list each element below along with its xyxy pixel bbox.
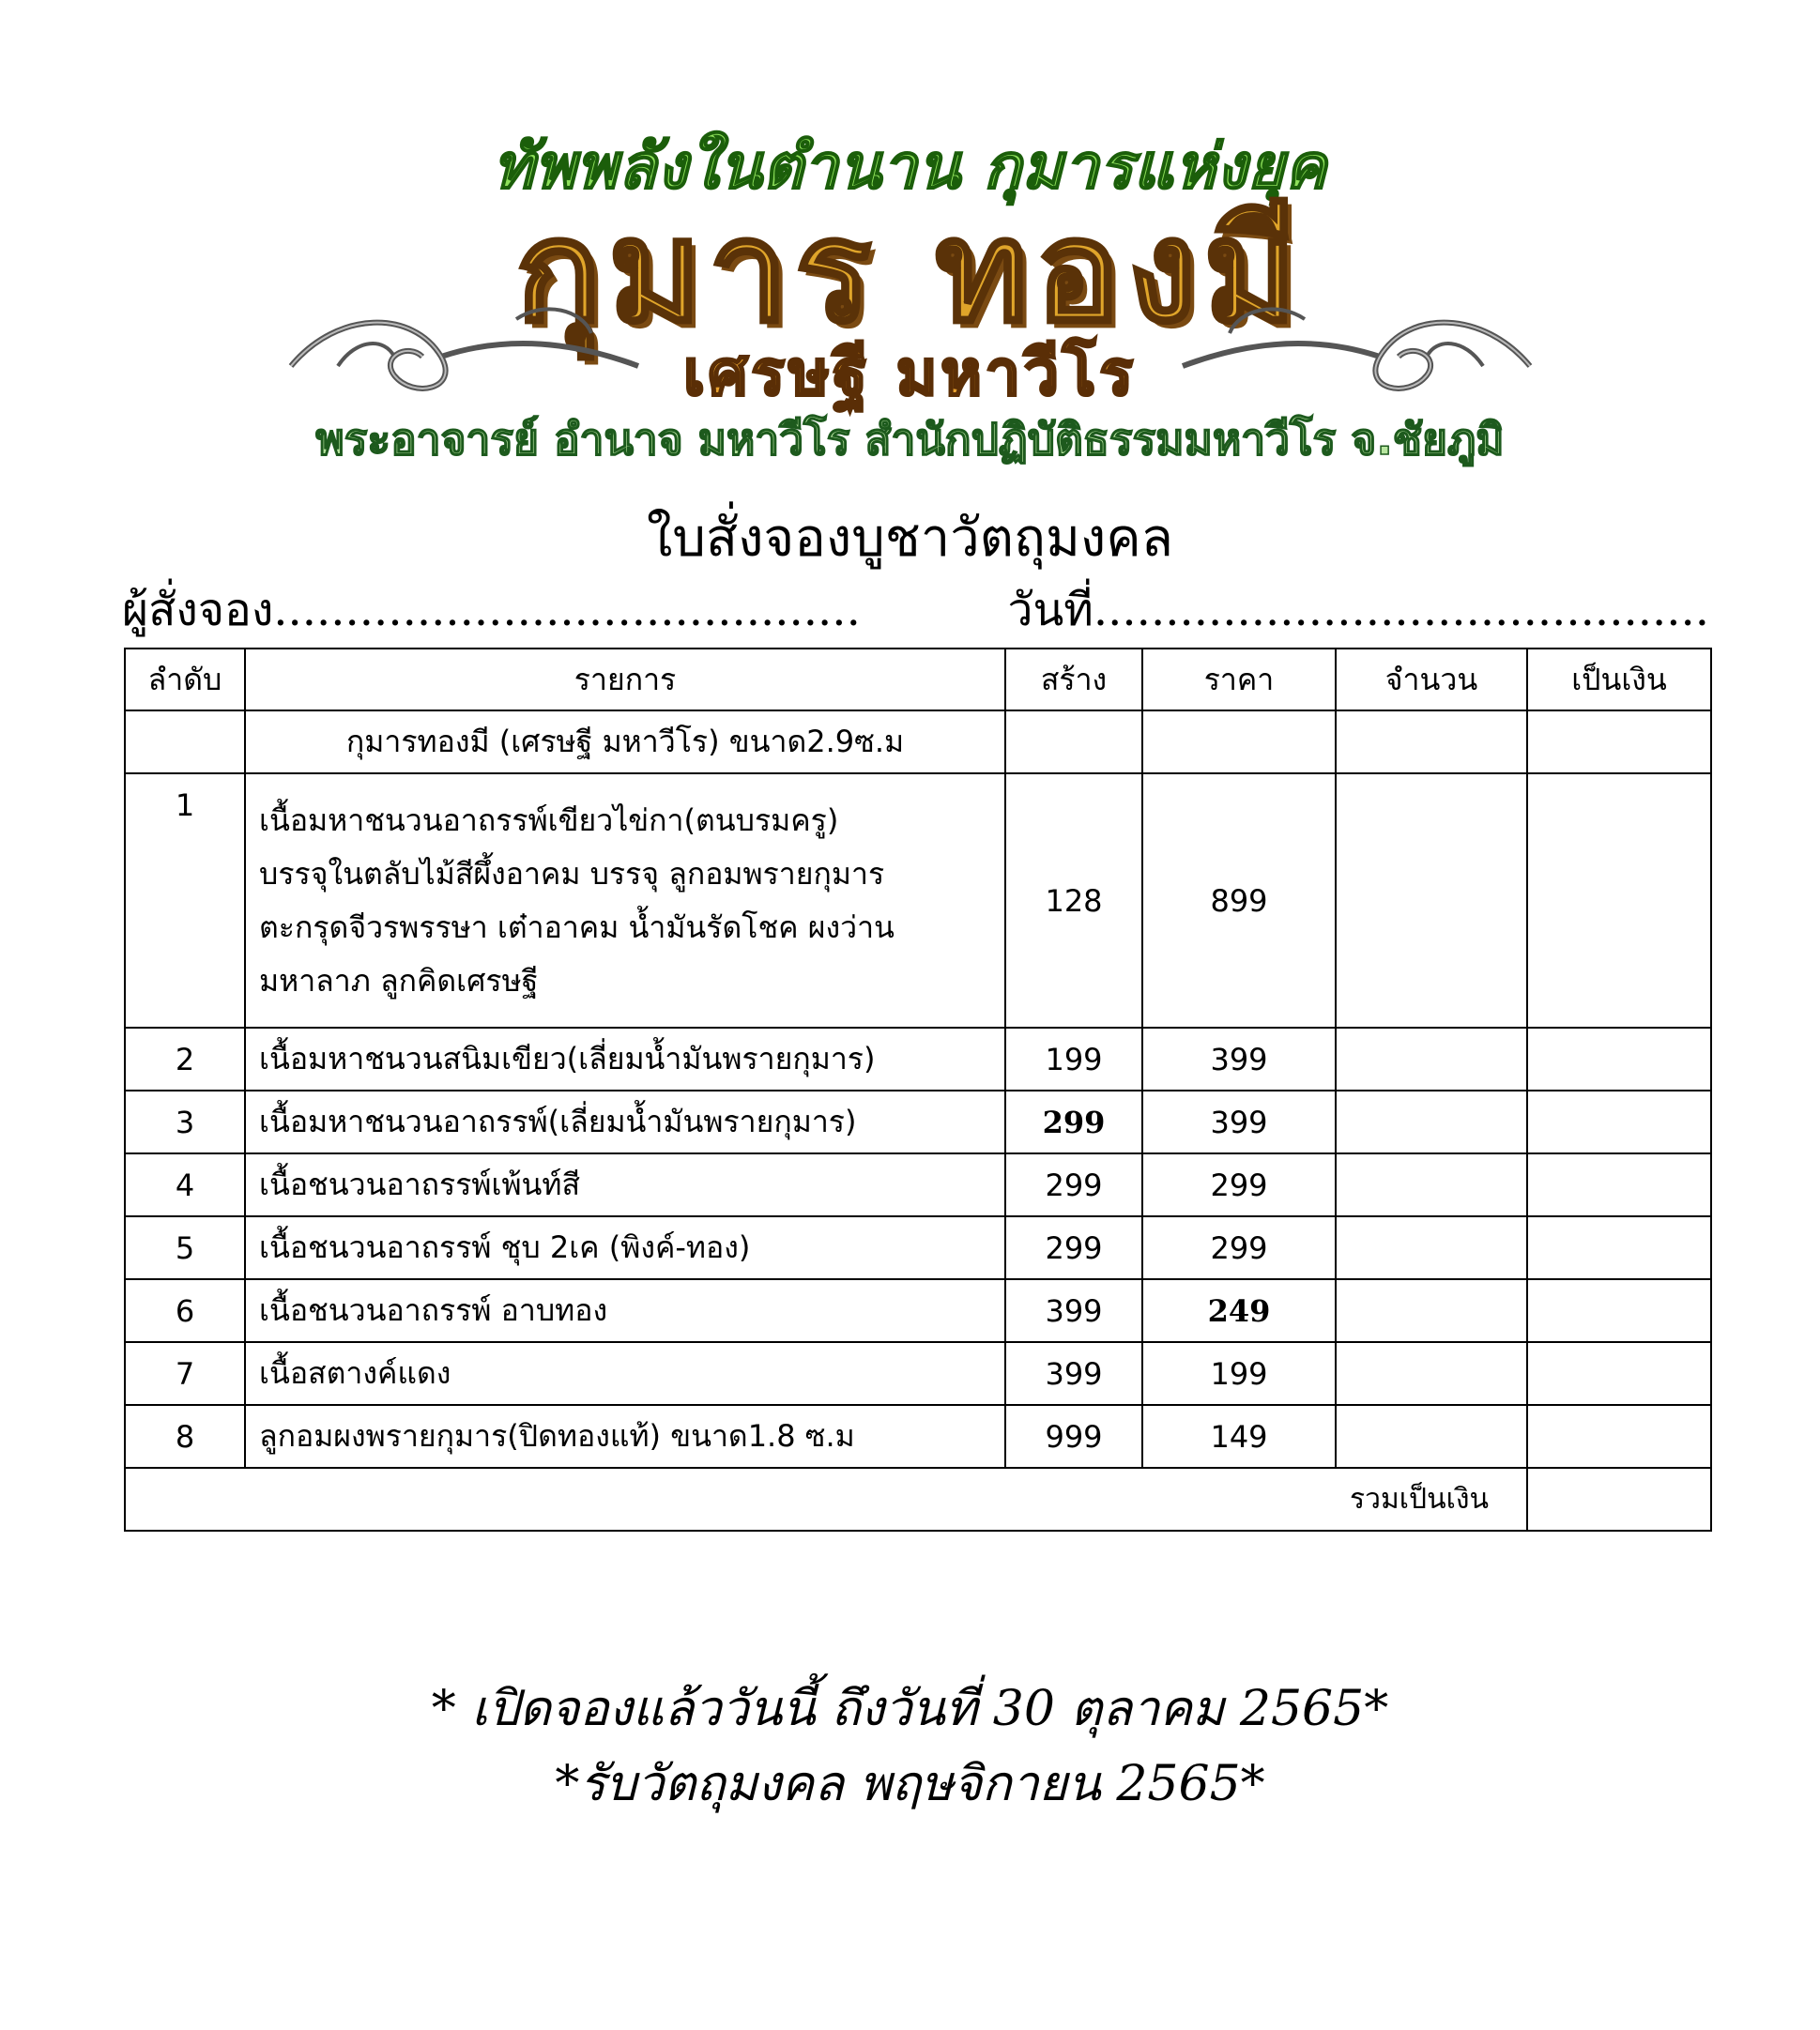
quantity-cell[interactable] — [1336, 1279, 1527, 1342]
amount-cell[interactable] — [1527, 1091, 1711, 1153]
row-built: 399 — [1005, 1279, 1142, 1342]
table-row — [125, 773, 1711, 1028]
quantity-cell[interactable] — [1336, 710, 1527, 773]
row-no: 1 — [125, 773, 245, 1028]
quantity-cell[interactable] — [1336, 1216, 1527, 1279]
amount-cell[interactable] — [1527, 1279, 1711, 1342]
table-cell — [1142, 710, 1336, 773]
table-cell — [1005, 710, 1142, 773]
row-price: 299 — [1142, 1153, 1336, 1216]
table-cell — [125, 710, 245, 773]
row-item-line: เนื้อมหาชนวนอาถรรพ์เขียวไข่กา(ตนบรมครู) — [259, 801, 839, 838]
row-no: 7 — [125, 1342, 245, 1405]
amount-cell[interactable] — [1527, 1342, 1711, 1405]
quantity-cell[interactable] — [1336, 773, 1527, 1028]
row-no: 6 — [125, 1279, 245, 1342]
table-row — [125, 1153, 1711, 1216]
table-row — [125, 1028, 1711, 1091]
row-built: 299 — [1005, 1153, 1142, 1216]
header-amount: เป็นเงิน — [1527, 649, 1711, 710]
row-built: 299 — [1005, 1091, 1142, 1153]
booking-notice: * เปิดจองแล้ววันนี้ ถึงวันที่ 30 ตุลาคม 2565* — [431, 1681, 1389, 1737]
header-item: รายการ — [245, 649, 1005, 710]
header-quantity: จำนวน — [1336, 649, 1527, 710]
row-item-line: มหาลาภ ลูกคิดเศรษฐี — [259, 962, 539, 999]
row-no: 4 — [125, 1153, 245, 1216]
group-title: กุมารทองมี (เศรษฐี มหาวีโร) ขนาด2.9ซ.ม — [245, 710, 1005, 773]
form-title: ใบสั่งจองบูชาวัตถุมงคล — [647, 508, 1173, 569]
orderer-field: ผู้สั่งจอง......................................... — [122, 584, 861, 636]
row-price: 249 — [1142, 1279, 1336, 1342]
row-no: 3 — [125, 1091, 245, 1153]
amount-cell[interactable] — [1527, 1028, 1711, 1091]
quantity-cell[interactable] — [1336, 1028, 1527, 1091]
row-no: 2 — [125, 1028, 245, 1091]
header-banner — [0, 0, 1820, 469]
total-label: รวมเป็นเงิน — [125, 1468, 1527, 1531]
total-row — [125, 1468, 1711, 1531]
row-built: 399 — [1005, 1342, 1142, 1405]
row-item: เนื้อมหาชนวนสนิมเขียว(เลี่ยมน้ำมันพรายกุมาร) — [245, 1028, 1005, 1091]
row-item: ลูกอมผงพรายกุมาร(ปิดทองแท้) ขนาด1.8 ซ.ม — [245, 1405, 1005, 1468]
row-price: 899 — [1142, 773, 1336, 1028]
header-no: ลำดับ — [125, 649, 245, 710]
temple-line: พระอาจารย์ อำนาจ มหาวีโร สำนักปฏิบัติธรรมมหาวีโร จ.ชัยภูมิ — [315, 414, 1505, 465]
header-price: ราคา — [1142, 649, 1336, 710]
row-item: เนื้อชนวนอาถรรพ์เพ้นท์สี — [245, 1153, 1005, 1216]
row-item: เนื้อสตางค์แดง — [245, 1342, 1005, 1405]
row-price: 149 — [1142, 1405, 1336, 1468]
total-amount-cell[interactable] — [1527, 1468, 1711, 1531]
order-table — [124, 648, 1712, 1532]
row-price: 399 — [1142, 1091, 1336, 1153]
amount-cell[interactable] — [1527, 1216, 1711, 1279]
amount-cell[interactable] — [1527, 773, 1711, 1028]
row-price: 399 — [1142, 1028, 1336, 1091]
amount-cell[interactable] — [1527, 710, 1711, 773]
row-price: 299 — [1142, 1216, 1336, 1279]
quantity-cell[interactable] — [1336, 1091, 1527, 1153]
pickup-notice: *รับวัตถุมงคล พฤษจิกายน 2565* — [555, 1756, 1265, 1812]
banner-subtitle: เศรษฐี มหาวีโร — [683, 337, 1137, 409]
row-item: เนื้อชนวนอาถรรพ์ ชุบ 2เค (พิงค์-ทอง) — [245, 1216, 1005, 1279]
group-title-row — [125, 710, 1711, 773]
row-item-line: บรรจุในตลับไม้สีผึ้งอาคม บรรจุ ลูกอมพรายกุมาร — [259, 855, 885, 892]
table-row — [125, 1216, 1711, 1279]
quantity-cell[interactable] — [1336, 1405, 1527, 1468]
row-item — [245, 773, 1005, 1028]
table-row — [125, 1279, 1711, 1342]
row-built: 199 — [1005, 1028, 1142, 1091]
header-built: สร้าง — [1005, 649, 1142, 710]
row-item: เนื้อมหาชนวนอาถรรพ์(เลี่ยมน้ำมันพรายกุมาร) — [245, 1091, 1005, 1153]
row-price: 199 — [1142, 1342, 1336, 1405]
row-item: เนื้อชนวนอาถรรพ์ อาบทอง — [245, 1279, 1005, 1342]
quantity-cell[interactable] — [1336, 1153, 1527, 1216]
tagline: ทัพพลังในตำนาน กุมารแห่งยุค — [493, 130, 1327, 203]
row-built: 999 — [1005, 1405, 1142, 1468]
amount-cell[interactable] — [1527, 1405, 1711, 1468]
row-no: 8 — [125, 1405, 245, 1468]
table-row — [125, 1091, 1711, 1153]
banner-title: กุมาร ทองมี — [515, 191, 1305, 354]
row-item-line: ตะกรุดจีวรพรรษา เต๋าอาคม น้ำมันรัดโชค ผงว่าน — [259, 908, 895, 945]
amount-cell[interactable] — [1527, 1153, 1711, 1216]
date-field: วันที่........................................... — [1007, 584, 1709, 636]
quantity-cell[interactable] — [1336, 1342, 1527, 1405]
table-row — [125, 1405, 1711, 1468]
table-header-row — [125, 649, 1711, 710]
table-row — [125, 1342, 1711, 1405]
row-built: 299 — [1005, 1216, 1142, 1279]
row-built: 128 — [1005, 773, 1142, 1028]
row-no: 5 — [125, 1216, 245, 1279]
